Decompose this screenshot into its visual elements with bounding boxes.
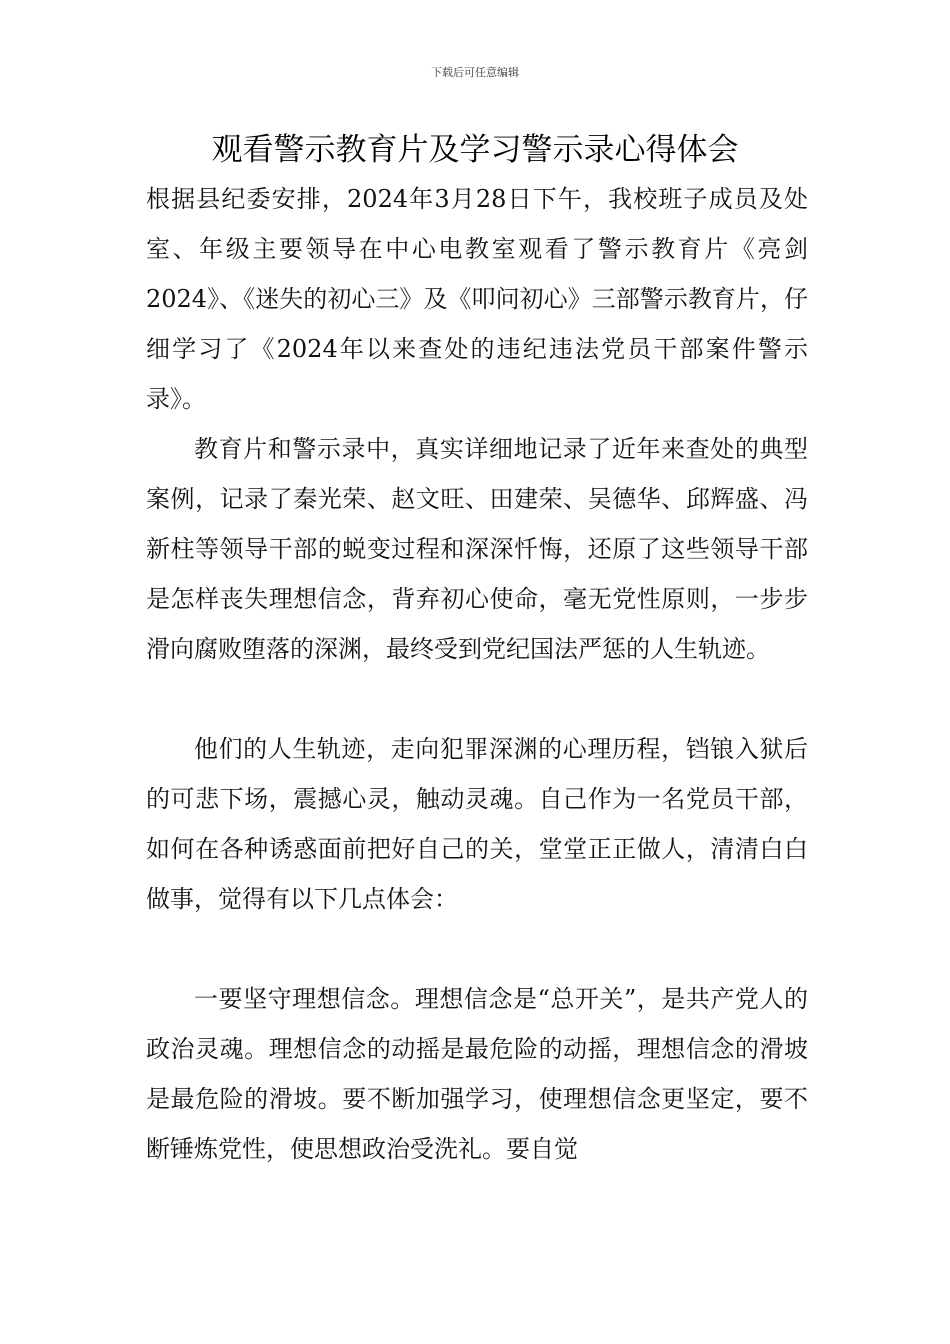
paragraph-gap <box>146 674 808 724</box>
paragraph-cases: 教育片和警示录中，真实详细地记录了近年来查处的典型案例，记录了秦光荣、赵文旺、田建荣、吴德华、邱辉盛、冯新柱等领导干部的蜕变过程和深深忏悔，还原了这些领导干部是怎样丧失理想信念，背弃初心使命，毫无党性原则，一步步滑向腐败堕落的深渊，最终受到党纪国法严惩的人生轨迹。 <box>146 435 808 663</box>
paragraph-gap <box>146 924 808 974</box>
document-title: 观看警示教育片及学习警示录心得体会 <box>211 132 739 168</box>
page-header-note: 下载后可任意编辑 <box>431 66 519 79</box>
paragraph-intro: 根据县纪委安排，2024年3月28日下午，我校班子成员及处室、年级主要领导在中心电教室观看了警示教育片《亮剑2024》、《迷失的初心三》及《叩问初心》三部警示教育片，仔细学习了《2024年以来查处的违纪违法党员干部案件警示录》。 <box>146 185 808 413</box>
paragraph-point-one: 一要坚守理想信念。理想信念是“总开关”，是共产党人的政治灵魂。理想信念的动摇是最危险的动摇，理想信念的滑坡是最危险的滑坡。要不断加强学习，使理想信念更坚定，要不断锤炼党性，使思想政治受洗礼。要自觉 <box>146 985 808 1163</box>
paragraph-reflection: 他们的人生轨迹，走向犯罪深渊的心理历程，铛锒入狱后的可悲下场，震撼心灵，触动灵魂。自己作为一名党员干部，如何在各种诱惑面前把好自己的关，堂堂正正做人，清清白白做事，觉得有以下几点体会： <box>146 735 808 913</box>
document-body <box>146 174 808 1174</box>
